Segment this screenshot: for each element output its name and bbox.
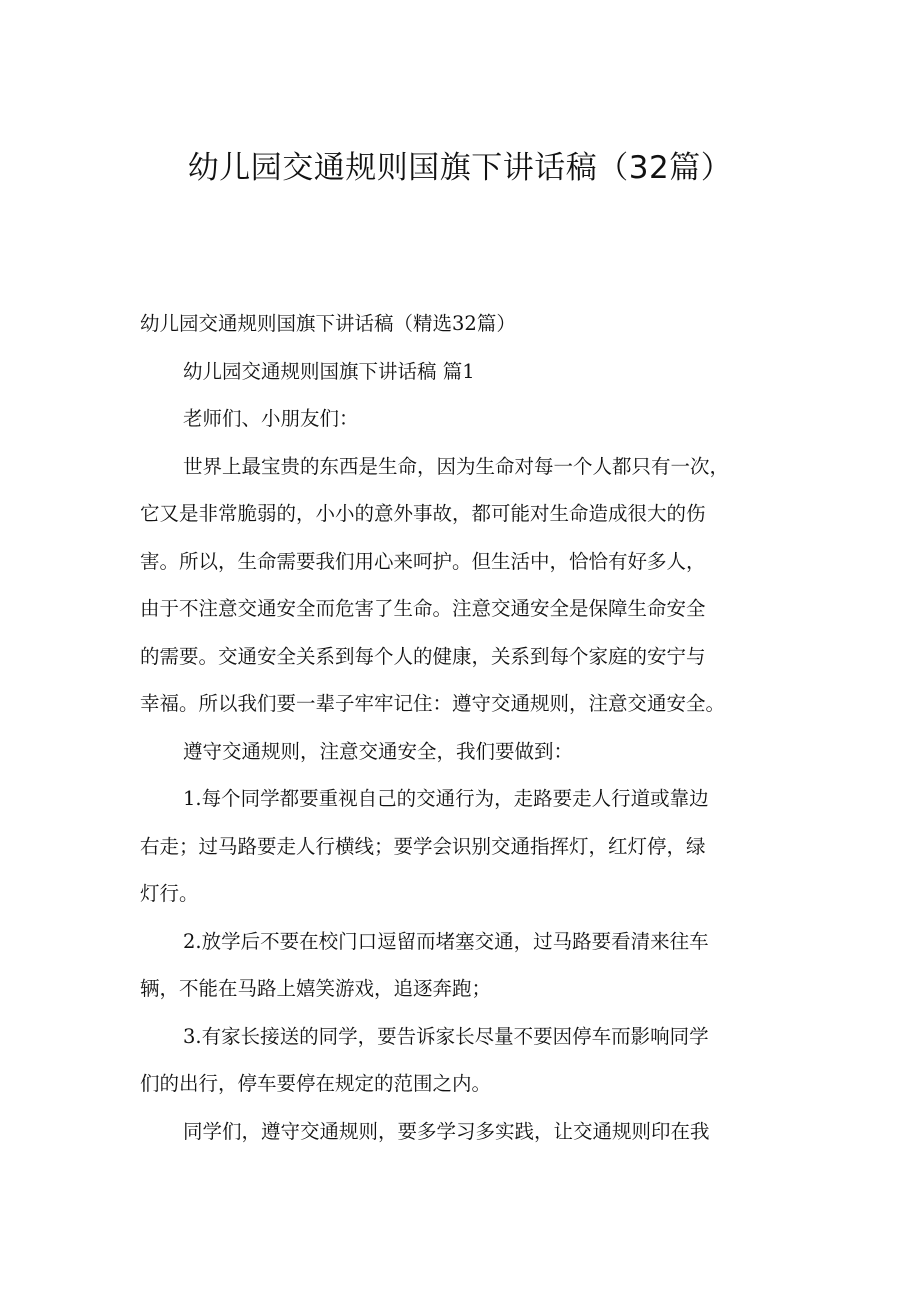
text-line: 遵守交通规则，注意交通安全，我们要做到： [183,739,574,763]
text-line: 的需要。交通安全关系到每个人的健康，关系到每个家庭的安宁与 [140,644,706,668]
text-line: 幼儿园交通规则国旗下讲话稿（精选32篇） [140,312,516,335]
text-line: 幸福。所以我们要一辈子牢牢记住：遵守交通规则，注意交通安全。 [140,692,726,715]
text-line: 们的出行，停车要停在规定的范围之内。 [140,1072,492,1095]
document-body [140,300,800,1155]
text-line: 世界上最宝贵的东西是生命，因为生命对每一个人都只有一次， [183,454,730,478]
text-line: 幼儿园交通规则国旗下讲话稿 篇1 [183,359,475,383]
text-line: 右走；过马路要走人行横线；要学会识别交通指挥灯，红灯停，绿 [140,834,706,858]
text-line: 老师们、小朋友们： [183,407,359,430]
text-line: 3.有家长接送的同学，要告诉家长尽量不要因停车而影响同学 [183,1024,709,1048]
document-title: 幼儿园交通规则国旗下讲话稿（32篇） [187,150,733,186]
text-line: 它又是非常脆弱的，小小的意外事故，都可能对生命造成很大的伤 [140,502,706,525]
text-line: 灯行。 [140,882,199,905]
text-line: 同学们，遵守交通规则，要多学习多实践，让交通规则印在我 [183,1119,710,1143]
text-line: 害。所以，生命需要我们用心来呵护。但生活中，恰恰有好多人， [140,549,706,573]
text-line: 由于不注意交通安全而危害了生命。注意交通安全是保障生命安全 [140,597,706,620]
text-line: 1.每个同学都要重视自己的交通行为，走路要走人行道或靠边 [183,787,709,810]
text-line: 辆，不能在马路上嬉笑游戏，追逐奔跑； [140,977,492,1000]
text-line: 2.放学后不要在校门口逗留而堵塞交通，过马路要看清来往车 [183,929,709,953]
